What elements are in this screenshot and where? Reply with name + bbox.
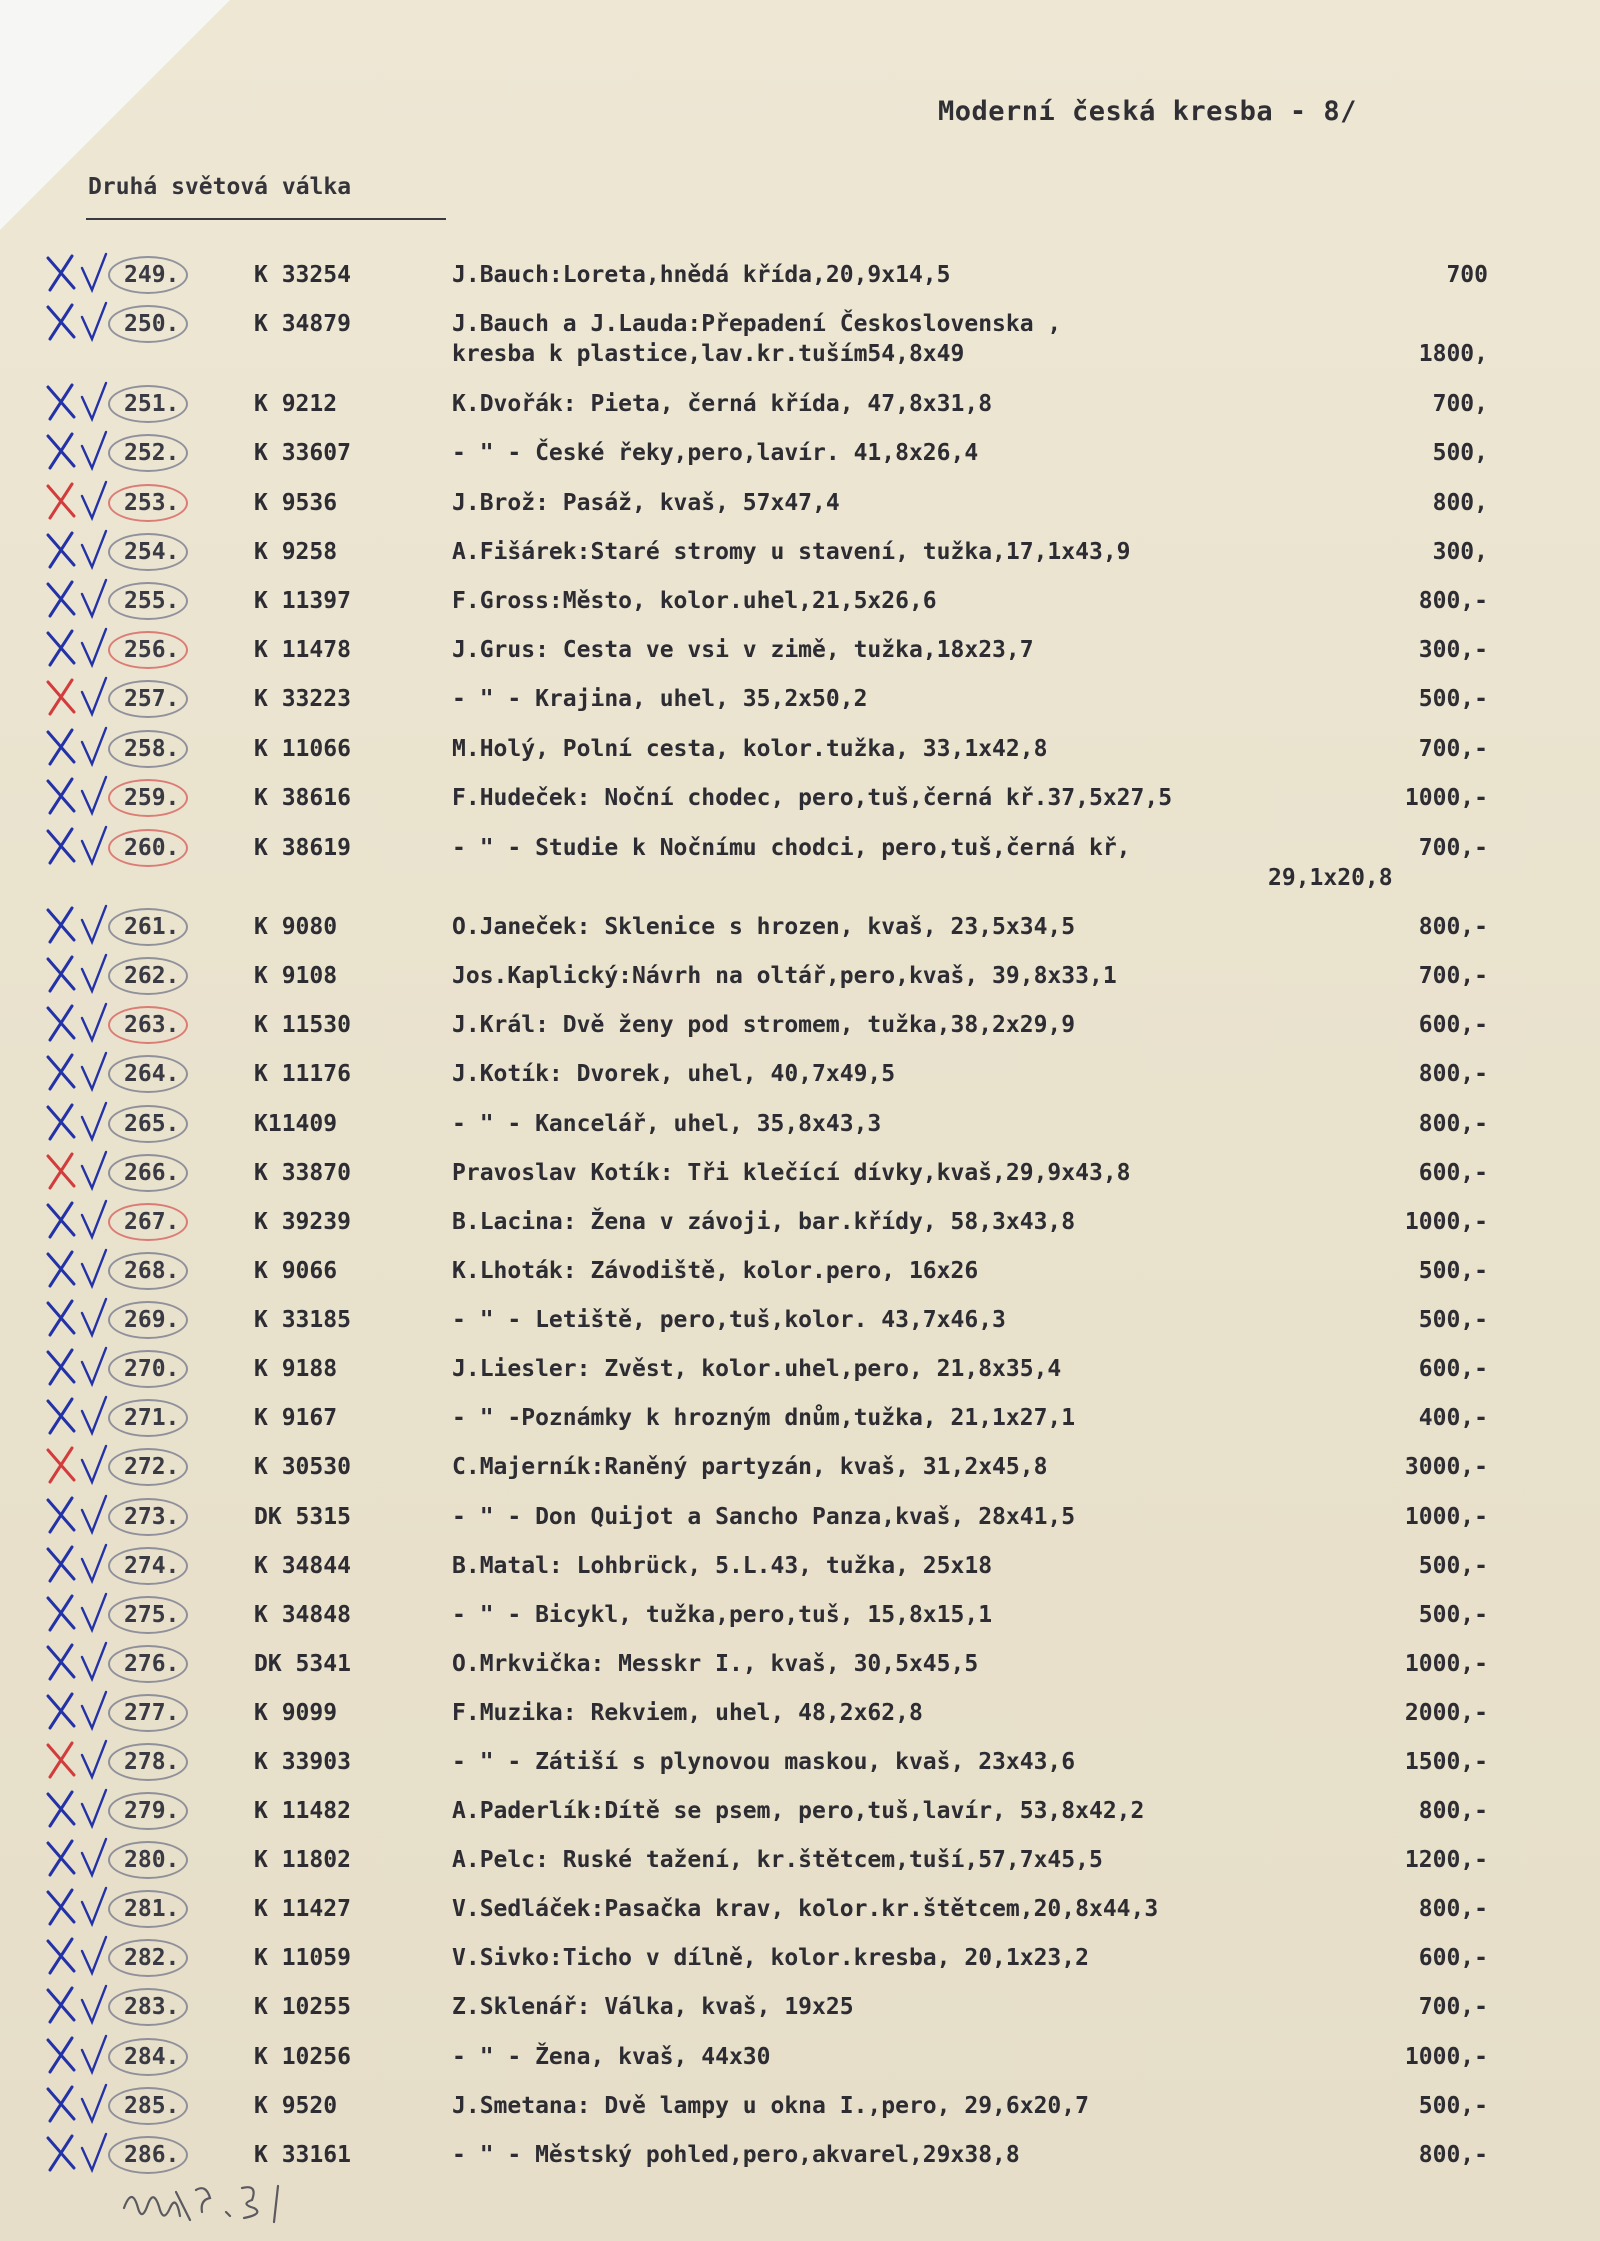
entry-number: 254.: [124, 539, 180, 565]
inventory-number: K 34844: [254, 1553, 351, 1579]
price-value: 700: [1446, 262, 1488, 288]
x-check-icon: [40, 2130, 114, 2174]
artwork-description: K.Lhoták: Závodiště, kolor.pero, 16x26: [452, 1258, 979, 1284]
artwork-description: - " - Městský pohled,pero,akvarel,29x38,8: [452, 2142, 1020, 2168]
inventory-number: K 9066: [254, 1258, 338, 1284]
price-value: 800,: [1432, 490, 1488, 516]
price-value: 1200,-: [1404, 1847, 1488, 1873]
price-value: 1000,-: [1404, 785, 1488, 811]
artwork-description: K.Dvořák: Pieta, černá křída, 47,8x31,8: [452, 391, 993, 417]
entry-number: 256.: [124, 637, 180, 663]
x-check-icon: [40, 674, 114, 718]
artwork-description: - " - Krajina, uhel, 35,2x50,2: [452, 686, 868, 712]
inventory-number: K 33607: [254, 440, 351, 466]
inventory-number: K 11478: [254, 637, 351, 663]
artwork-description: F.Muzika: Rekviem, uhel, 48,2x62,8: [452, 1700, 923, 1726]
entry-number: 264.: [124, 1061, 180, 1087]
inventory-number: K 11802: [254, 1847, 351, 1873]
x-check-icon: [40, 1688, 114, 1732]
artwork-description: - " - České řeky,pero,lavír. 41,8x26,4: [452, 440, 979, 466]
entry-number: 249.: [124, 262, 180, 288]
x-check-icon: [40, 823, 114, 867]
price-value: 1000,-: [1404, 1209, 1488, 1235]
entry-number: 281.: [124, 1896, 180, 1922]
price-value: 500,: [1432, 440, 1488, 466]
price-value: 400,-: [1418, 1405, 1488, 1431]
entry-number: 260.: [124, 835, 180, 861]
price-value: 800,-: [1418, 1896, 1488, 1922]
inventory-number: K 11176: [254, 1061, 351, 1087]
inventory-number: K 10255: [254, 1994, 351, 2020]
x-check-icon: [40, 1393, 114, 1437]
inventory-number: K 9520: [254, 2093, 338, 2119]
price-value: 500,-: [1418, 1602, 1488, 1628]
entry-number: 274.: [124, 1553, 180, 1579]
entry-number: 284.: [124, 2044, 180, 2070]
entry-number: 278.: [124, 1749, 180, 1775]
entry-number: 250.: [124, 311, 180, 337]
x-check-icon: [40, 1590, 114, 1634]
inventory-number: K 9536: [254, 490, 338, 516]
price-value: 3000,-: [1404, 1454, 1488, 1480]
price-value: 1800,: [1418, 341, 1488, 367]
inventory-number: K 9167: [254, 1405, 338, 1431]
x-check-icon: [40, 1246, 114, 1290]
entry-number: 285.: [124, 2093, 180, 2119]
inventory-number: K 11530: [254, 1012, 351, 1038]
price-value: 600,-: [1418, 1160, 1488, 1186]
inventory-number: K 9188: [254, 1356, 338, 1382]
handwritten-note: [118, 2172, 348, 2228]
inventory-number: K 11059: [254, 1945, 351, 1971]
artwork-description: B.Matal: Lohbrück, 5.L.43, tužka, 25x18: [452, 1553, 993, 1579]
artwork-description: J.Grus: Cesta ve vsi v zimě, tužka,18x23,7: [452, 637, 1034, 663]
artwork-description: O.Janeček: Sklenice s hrozen, kvaš, 23,5x34,5: [452, 914, 1076, 940]
entry-number: 276.: [124, 1651, 180, 1677]
inventory-number: K 9099: [254, 1700, 338, 1726]
price-value: 300,: [1432, 539, 1488, 565]
artwork-description: - " - Letiště, pero,tuš,kolor. 43,7x46,3: [452, 1307, 1006, 1333]
entry-number: 282.: [124, 1945, 180, 1971]
price-value: 800,-: [1418, 1061, 1488, 1087]
entry-number: 257.: [124, 686, 180, 712]
price-value: 800,-: [1418, 588, 1488, 614]
price-value: 600,-: [1418, 1356, 1488, 1382]
price-value: 800,-: [1418, 1798, 1488, 1824]
x-check-icon: [40, 1148, 114, 1192]
x-check-icon: [40, 1737, 114, 1781]
price-value: 600,-: [1418, 1012, 1488, 1038]
artwork-description: - " - Zátiší s plynovou maskou, kvaš, 23x43,6: [452, 1749, 1076, 1775]
price-value: 500,-: [1418, 1553, 1488, 1579]
inventory-number: K 10256: [254, 2044, 351, 2070]
entry-number: 263.: [124, 1012, 180, 1038]
artwork-description: - " - Bicykl, tužka,pero,tuš, 15,8x15,1: [452, 1602, 993, 1628]
x-check-icon: [40, 1197, 114, 1241]
x-check-icon: [40, 1639, 114, 1683]
inventory-number: K 38619: [254, 835, 351, 861]
entry-number: 275.: [124, 1602, 180, 1628]
price-value: 700,: [1432, 391, 1488, 417]
artwork-description: J.Liesler: Zvěst, kolor.uhel,pero, 21,8x35,4: [452, 1356, 1062, 1382]
artwork-description: J.Bauch:Loreta,hnědá křída,20,9x14,5: [452, 262, 951, 288]
artwork-description: - " - Don Quijot a Sancho Panza,kvaš, 28x41,5: [452, 1504, 1076, 1530]
price-value: 700,-: [1418, 963, 1488, 989]
entry-number: 253.: [124, 490, 180, 516]
x-check-icon: [40, 1344, 114, 1388]
entry-number: 280.: [124, 1847, 180, 1873]
artwork-description: Z.Sklenář: Válka, kvaš, 19x25: [452, 1994, 854, 2020]
artwork-description: A.Paderlík:Dítě se psem, pero,tuš,lavír, 53,8x42,2: [452, 1798, 1145, 1824]
entry-number: 273.: [124, 1504, 180, 1530]
artwork-description: J.Kotík: Dvorek, uhel, 40,7x49,5: [452, 1061, 896, 1087]
x-check-icon: [40, 1541, 114, 1585]
x-check-icon: [40, 902, 114, 946]
artwork-description: J.Bauch a J.Lauda:Přepadení Československa ,: [452, 311, 1062, 337]
artwork-description: J.Brož: Pasáž, kvaš, 57x47,4: [452, 490, 840, 516]
x-check-icon: [40, 1786, 114, 1830]
entry-number: 283.: [124, 1994, 180, 2020]
inventory-number: K 11427: [254, 1896, 351, 1922]
x-check-icon: [40, 250, 114, 294]
artwork-description: A.Fišárek:Staré stromy u stavení, tužka,17,1x43,9: [452, 539, 1131, 565]
artwork-description: J.Král: Dvě ženy pod stromem, tužka,38,2x29,9: [452, 1012, 1076, 1038]
price-value: 500,-: [1418, 1307, 1488, 1333]
price-value: 800,-: [1418, 914, 1488, 940]
artwork-description: V.Sivko:Ticho v dílně, kolor.kresba, 20,1x23,2: [452, 1945, 1089, 1971]
x-check-icon: [40, 1884, 114, 1928]
artwork-description: M.Holý, Polní cesta, kolor.tužka, 33,1x42,8: [452, 736, 1048, 762]
entry-number: 255.: [124, 588, 180, 614]
x-check-icon: [40, 1295, 114, 1339]
artwork-description: - " - Kancelář, uhel, 35,8x43,3: [452, 1111, 882, 1137]
entry-number: 252.: [124, 440, 180, 466]
price-value: 500,-: [1418, 2093, 1488, 2119]
entry-number: 251.: [124, 391, 180, 417]
entry-number: 286.: [124, 2142, 180, 2168]
price-value: 800,-: [1418, 2142, 1488, 2168]
x-check-icon: [40, 1492, 114, 1536]
inventory-number: K 33870: [254, 1160, 351, 1186]
price-value: 800,-: [1418, 1111, 1488, 1137]
inventory-number: K 9080: [254, 914, 338, 940]
artwork-description: C.Majerník:Raněný partyzán, kvaš, 31,2x45,8: [452, 1454, 1048, 1480]
price-value: 1000,-: [1404, 1504, 1488, 1530]
inventory-number: K 39239: [254, 1209, 351, 1235]
entry-number: 268.: [124, 1258, 180, 1284]
inventory-number: K11409: [254, 1111, 338, 1137]
artwork-description: B.Lacina: Žena v závoji, bar.křídy, 58,3x43,8: [452, 1209, 1076, 1235]
entry-number: 272.: [124, 1454, 180, 1480]
artwork-description: - " - Studie k Nočnímu chodci, pero,tuš,černá kř,: [452, 835, 1131, 861]
inventory-number: K 9258: [254, 539, 338, 565]
entry-number: 267.: [124, 1209, 180, 1235]
artwork-description: O.Mrkvička: Messkr I., kvaš, 30,5x45,5: [452, 1651, 979, 1677]
x-check-icon: [40, 1982, 114, 2026]
x-check-icon: [40, 299, 114, 343]
artwork-description: F.Hudeček: Noční chodec, pero,tuš,černá kř.37,5x27,5: [452, 785, 1173, 811]
entry-number: 261.: [124, 914, 180, 940]
entry-number: 277.: [124, 1700, 180, 1726]
entry-number: 259.: [124, 785, 180, 811]
artwork-description: F.Gross:Město, kolor.uhel,21,5x26,6: [452, 588, 937, 614]
entry-number: 266.: [124, 1160, 180, 1186]
inventory-number: K 9212: [254, 391, 338, 417]
x-check-icon: [40, 428, 114, 472]
price-value: 1000,-: [1404, 2044, 1488, 2070]
artwork-description: A.Pelc: Ruské tažení, kr.štětcem,tuší,57,7x45,5: [452, 1847, 1103, 1873]
x-check-icon: [40, 1835, 114, 1879]
artwork-description: Pravoslav Kotík: Tři klečící dívky,kvaš,29,9x43,8: [452, 1160, 1131, 1186]
inventory-number: K 30530: [254, 1454, 351, 1480]
page-title: Moderní česká kresba - 8/: [938, 96, 1357, 127]
x-check-icon: [40, 625, 114, 669]
price-value: 500,-: [1418, 1258, 1488, 1284]
artwork-description: Jos.Kaplický:Návrh na oltář,pero,kvaš, 39,8x33,1: [452, 963, 1117, 989]
x-check-icon: [40, 1933, 114, 1977]
inventory-number: K 11397: [254, 588, 351, 614]
artwork-description: V.Sedláček:Pasačka krav, kolor.kr.štětcem,20,8x44,3: [452, 1896, 1159, 1922]
inventory-number: K 34848: [254, 1602, 351, 1628]
entry-number: 270.: [124, 1356, 180, 1382]
x-check-icon: [40, 527, 114, 571]
x-check-icon: [40, 1442, 114, 1486]
price-value: 1000,-: [1404, 1651, 1488, 1677]
price-value: 500,-: [1418, 686, 1488, 712]
entry-number: 269.: [124, 1307, 180, 1333]
artwork-description: - " - Žena, kvaš, 44x30: [452, 2044, 771, 2070]
artwork-description: - " -Poznámky k hrozným dnům,tužka, 21,1x27,1: [452, 1405, 1076, 1431]
inventory-number: K 9108: [254, 963, 338, 989]
price-value: 1500,-: [1404, 1749, 1488, 1775]
inventory-number: K 11482: [254, 1798, 351, 1824]
x-check-icon: [40, 773, 114, 817]
x-check-icon: [40, 1049, 114, 1093]
inventory-number: K 33185: [254, 1307, 351, 1333]
price-value: 700,-: [1418, 1994, 1488, 2020]
entry-number: 279.: [124, 1798, 180, 1824]
x-check-icon: [40, 1099, 114, 1143]
inventory-number: K 33161: [254, 2142, 351, 2168]
section-title: Druhá světová válka: [88, 174, 352, 200]
entry-number: 271.: [124, 1405, 180, 1431]
x-check-icon: [40, 478, 114, 522]
inventory-number: K 38616: [254, 785, 351, 811]
inventory-number: DK 5315: [254, 1504, 351, 1530]
price-value: 700,-: [1418, 835, 1488, 861]
price-value: 300,-: [1418, 637, 1488, 663]
inventory-number: K 33223: [254, 686, 351, 712]
inventory-number: K 11066: [254, 736, 351, 762]
x-check-icon: [40, 951, 114, 995]
inventory-number: K 33903: [254, 1749, 351, 1775]
artwork-description-continued: kresba k plastice,lav.kr.tuším54,8x49: [452, 341, 965, 367]
x-check-icon: [40, 2081, 114, 2125]
x-check-icon: [40, 2032, 114, 2076]
artwork-description: J.Smetana: Dvě lampy u okna I.,pero, 29,6x20,7: [452, 2093, 1089, 2119]
price-value: 600,-: [1418, 1945, 1488, 1971]
inventory-number: K 33254: [254, 262, 351, 288]
x-check-icon: [40, 379, 114, 423]
x-check-icon: [40, 724, 114, 768]
price-value: 700,-: [1418, 736, 1488, 762]
artwork-description-continued: 29,1x20,8: [1268, 865, 1393, 891]
entry-number: 262.: [124, 963, 180, 989]
x-check-icon: [40, 576, 114, 620]
inventory-number: DK 5341: [254, 1651, 351, 1677]
price-value: 2000,-: [1404, 1700, 1488, 1726]
entry-number: 258.: [124, 736, 180, 762]
inventory-number: K 34879: [254, 311, 351, 337]
x-check-icon: [40, 1000, 114, 1044]
entry-number: 265.: [124, 1111, 180, 1137]
